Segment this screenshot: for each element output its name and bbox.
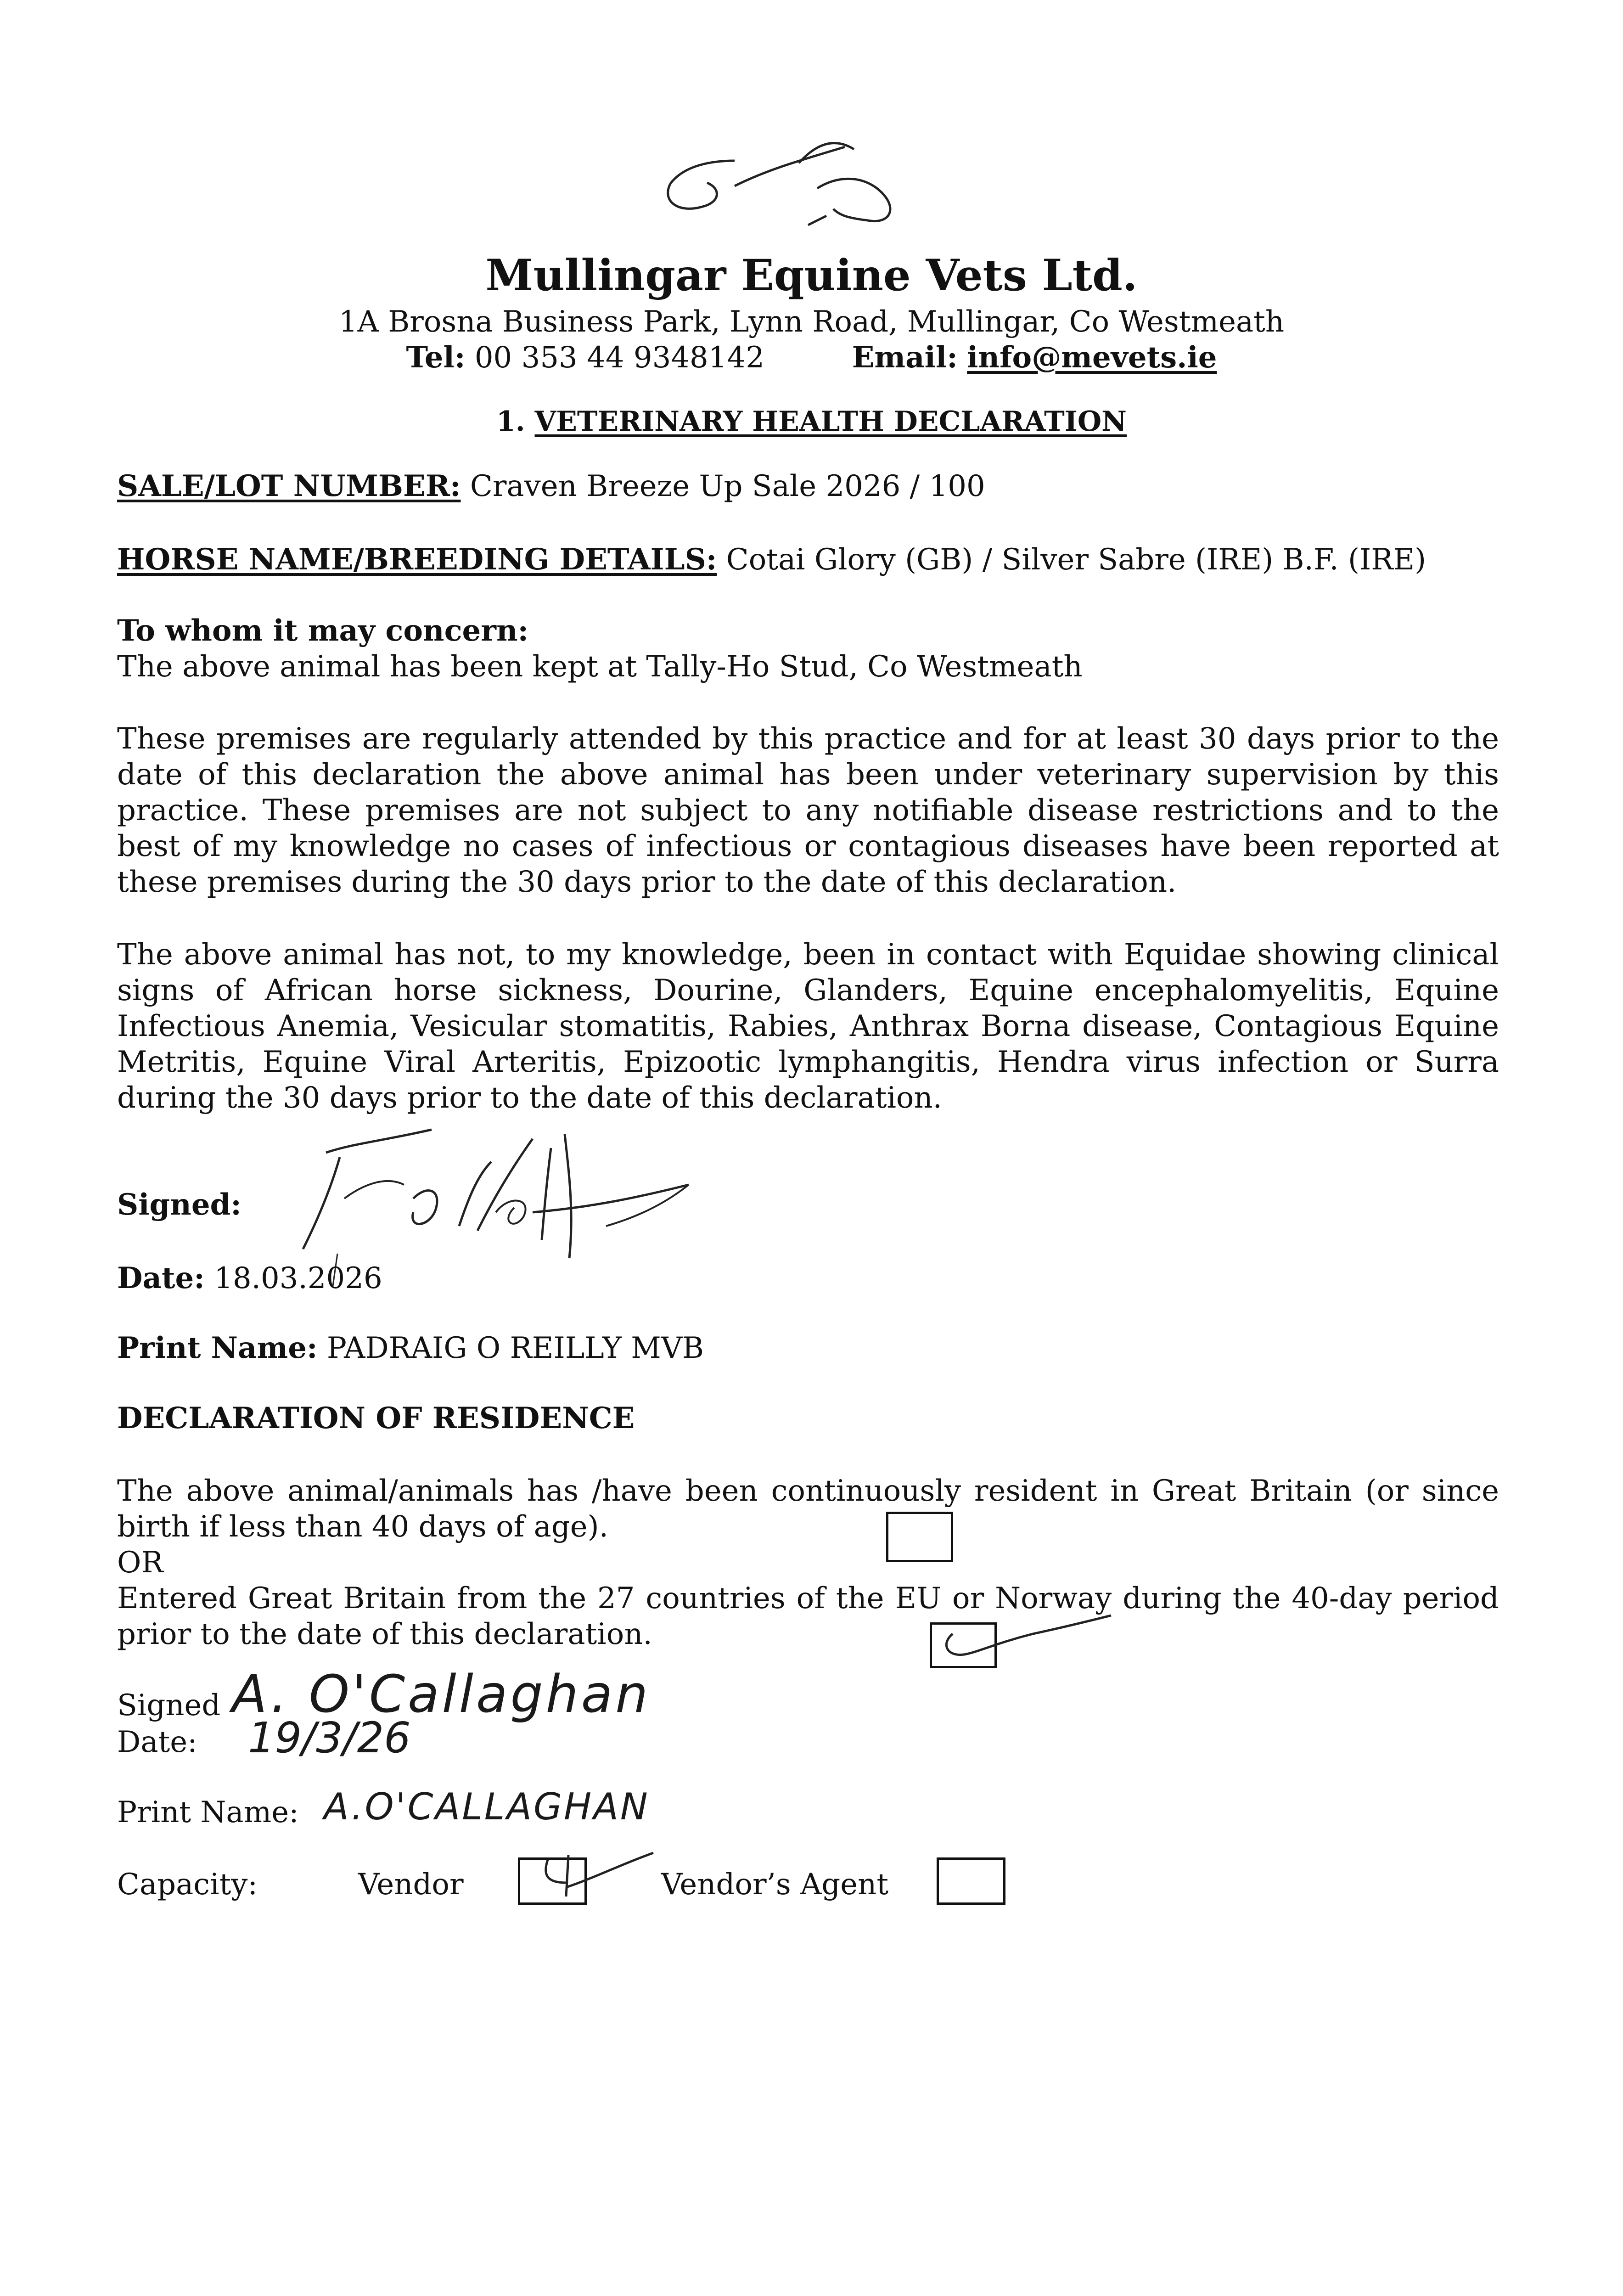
tel-label: Tel:	[406, 340, 466, 375]
residence-heading: DECLARATION OF RESIDENCE	[117, 1401, 635, 1435]
company-name: Mullingar Equine Vets Ltd.	[485, 250, 1138, 301]
section-number: 1.	[496, 405, 525, 438]
check-mark-icon	[539, 1846, 676, 1910]
owner-signed-label: Signed	[117, 1688, 221, 1722]
vet-signed-label: Signed:	[117, 1187, 241, 1222]
owner-date-label: Date:	[117, 1725, 197, 1759]
residence-option2: Entered Great Britain from the 27 countries of the EU or Norway during the 40-day period prior to the date of this declaration.	[117, 1581, 1499, 1651]
section-title: VETERINARY HEALTH DECLARATION	[534, 405, 1127, 438]
owner-signature: A. O'Callaghan	[232, 1665, 651, 1724]
capacity-label: Capacity:	[117, 1868, 258, 1902]
vet-date-line	[117, 1261, 382, 1296]
sale-lot-label: SALE/LOT NUMBER:	[117, 469, 461, 503]
sale-lot-value: Craven Breeze Up Sale 2026 / 100	[470, 469, 985, 503]
concern-heading: To whom it may concern:	[117, 613, 529, 648]
horse-label: HORSE NAME/BREEDING DETAILS:	[117, 542, 717, 577]
owner-print-value: A.O'CALLAGHAN	[324, 1785, 650, 1828]
check-mark-icon	[927, 1606, 1134, 1680]
company-address: 1A Brosna Business Park, Lynn Road, Mullingar, Co Westmeath	[338, 305, 1285, 339]
vet-print-label: Print Name:	[117, 1331, 318, 1365]
premises-paragraph: These premises are regularly attended by this practice and for at least 30 days prior to the date of this declaration the above animal has been under veterinary supervision by this practice. These premises are not subject to any notifiable disease restrictions and to the best of my knowledge no cases of infectious or contagious diseases have been reported at these premises during the 30 days prior to the date of this declaration.	[117, 722, 1499, 899]
tel-value: 00 353 44 9348142	[474, 341, 764, 375]
residence-option1: The above animal/animals has /have been continuously resident in Great Britain (or since birth if less than 40 days of age).	[117, 1474, 1499, 1544]
vet-date-label: Date:	[117, 1261, 205, 1295]
vendor-checkbox[interactable]	[518, 1857, 587, 1905]
vendor-agent-checkbox[interactable]	[937, 1857, 1005, 1905]
vet-date-value: 18.03.2026	[214, 1261, 382, 1295]
contact-paragraph: The above animal has not, to my knowledge, been in contact with Equidae showing clinical signs of African horse sickness, Dourine, Glanders, Equine encephalomyelitis, Equine Infectious Anemia, Vesicular stomatitis, Rabies, Anthrax Borna disease, Contagious Equine Metritis, Equine Viral Arteritis, Epizootic lymphangitis, Hendra virus infection or Surra during the 30 days prior to the date of this declaration.	[117, 938, 1499, 1115]
vendor-agent-label: Vendor’s Agent	[661, 1868, 889, 1902]
horse-heads-logo-icon	[652, 133, 927, 239]
vet-print-line	[117, 1330, 704, 1366]
section-heading	[0, 404, 1623, 439]
residence-option2-checkbox[interactable]	[930, 1622, 997, 1668]
concern-line: The above animal has been kept at Tally-Ho Stud, Co Westmeath	[117, 650, 1083, 684]
sale-lot-line	[117, 468, 1499, 504]
owner-print-label: Print Name:	[117, 1795, 299, 1829]
owner-date-value: 19/3/26	[248, 1713, 411, 1762]
email-label: Email:	[852, 340, 958, 375]
vendor-label: Vendor	[358, 1868, 464, 1902]
email-link[interactable]: info@mevets.ie	[967, 340, 1217, 375]
residence-or: OR	[117, 1546, 163, 1580]
residence-option1-checkbox[interactable]	[886, 1512, 953, 1562]
company-contact	[0, 340, 1623, 376]
horse-value: Cotai Glory (GB) / Silver Sabre (IRE) B.F. (IRE)	[726, 543, 1426, 577]
vet-print-value: PADRAIG O REILLY MVB	[326, 1331, 704, 1365]
horse-line	[117, 542, 1499, 578]
